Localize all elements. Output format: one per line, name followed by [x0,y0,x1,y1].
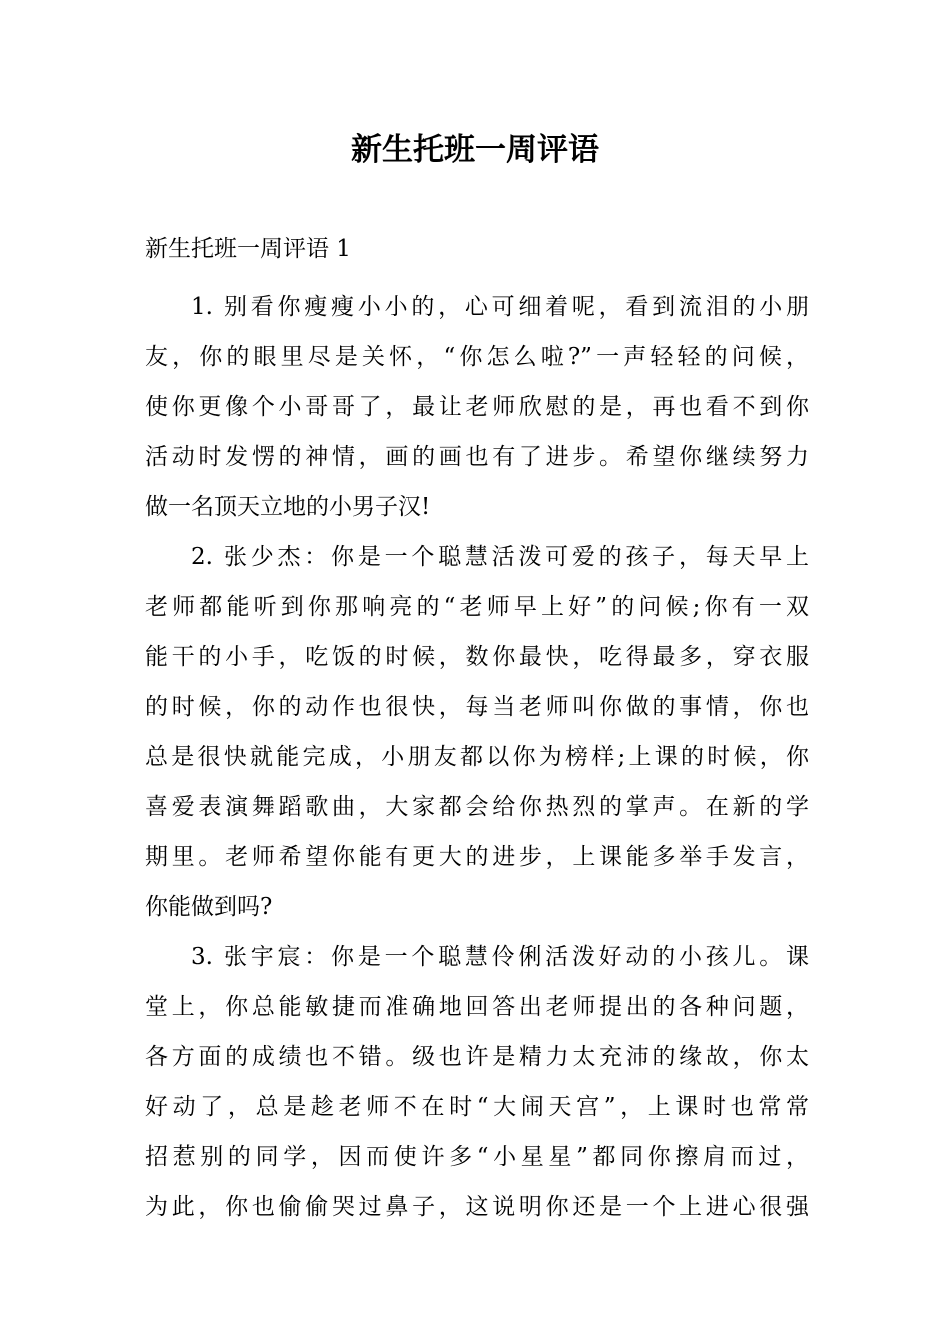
paragraph-line: 的时候，你的动作也很快，每当老师叫你做的事情，你也 [145,694,809,720]
paragraph-line: 喜爱表演舞蹈歌曲，大家都会给你热烈的掌声。在新的学 [145,794,809,820]
paragraph-line: 总是很快就能完成，小朋友都以你为榜样;上课的时候，你 [145,744,809,770]
section-heading: 新生托班一周评语 1 [145,236,351,262]
paragraph-3 [145,932,809,1232]
paragraph-line: 老师都能听到你那响亮的“老师早上好”的问候;你有一双 [145,594,809,620]
paragraph-line: 做一名顶天立地的小男子汉! [145,494,431,520]
paragraph-line: 各方面的成绩也不错。级也许是精力太充沛的缘故，你太 [145,1044,809,1070]
paragraph-line: 期里。老师希望你能有更大的进步，上课能多举手发言， [145,844,809,870]
paragraph-line: 活动时发愣的神情，画的画也有了进步。希望你继续努力 [145,444,809,470]
paragraph-line: 堂上，你总能敏捷而准确地回答出老师提出的各种问题， [145,994,809,1020]
paragraph-line: 你能做到吗? [145,894,273,920]
paragraph-line: 好动了，总是趁老师不在时“大闹天宫”，上课时也常常 [145,1094,809,1120]
paragraph-line: 招惹别的同学，因而使许多“小星星”都同你擦肩而过， [145,1144,809,1170]
document-body [145,282,809,1232]
paragraph-line: 使你更像个小哥哥了，最让老师欣慰的是，再也看不到你 [145,394,809,420]
paragraph-2 [145,532,809,932]
paragraph-line: 2. 张少杰：你是一个聪慧活泼可爱的孩子，每天早上 [191,544,809,570]
paragraph-1 [145,282,809,532]
document-title: 新生托班一周评语 [351,132,599,168]
paragraph-line: 友，你的眼里尽是关怀，“你怎么啦?”一声轻轻的问候， [145,344,809,370]
paragraph-line: 能干的小手，吃饭的时候，数你最快，吃得最多，穿衣服 [145,644,809,670]
paragraph-line: 1. 别看你瘦瘦小小的，心可细着呢，看到流泪的小朋 [191,294,809,320]
paragraph-line: 为此，你也偷偷哭过鼻子，这说明你还是一个上进心很强 [145,1194,809,1220]
paragraph-line: 3. 张宇宸：你是一个聪慧伶俐活泼好动的小孩儿。课 [191,944,809,970]
